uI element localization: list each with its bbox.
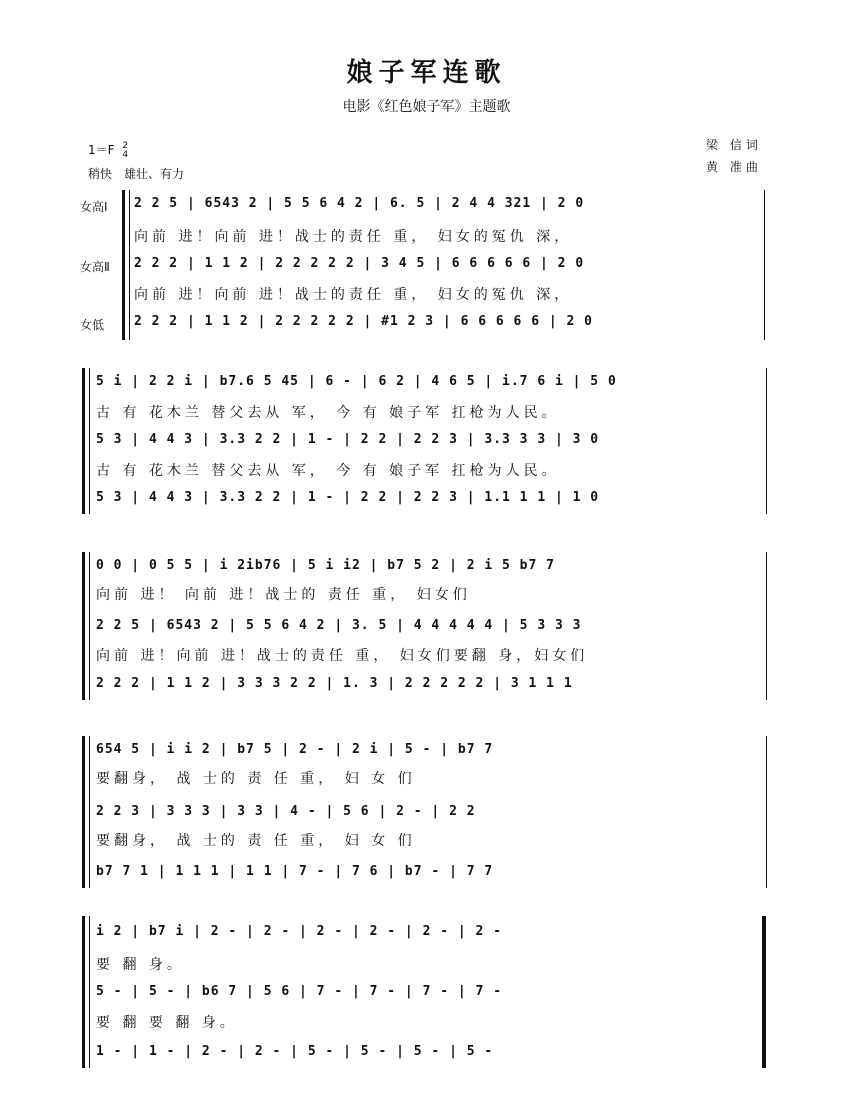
notes-row: 5 3 | 4 4 3 | 3.3 2 2 | 1 - | 2 2 | 2 2 3 | 1.1 1 1 | 1 0	[96, 490, 600, 505]
lyrics-row: 古 有 花木兰 替父去从 军， 今 有 娘子军 扛枪为人民。	[96, 405, 560, 421]
notes-row: 2 2 5 | 6543 2 | 5 5 6 4 2 | 3. 5 | 4 4 4 4 4 | 5 3 3 3	[96, 618, 582, 633]
time-denominator: 4	[122, 149, 129, 160]
lyrics-row: 向前 进！ 向前 进！战士的 责任 重， 妇女们	[96, 587, 471, 603]
lyrics-row: 要翻身， 战 士的 责 任 重， 妇 女 们	[96, 771, 416, 787]
system-brace	[82, 368, 90, 514]
notes-row: 2 2 5 | 6543 2 | 5 5 6 4 2 | 6. 5 | 2 4 4 321 | 2 0	[134, 196, 585, 211]
voice-label-alto: 女低	[80, 318, 105, 332]
notes-row: 1 - | 1 - | 2 - | 2 - | 5 - | 5 - | 5 - | 5 -	[96, 1044, 494, 1059]
lyricist-credit: 梁 信词	[706, 138, 762, 152]
notes-row: 5 - | 5 - | b6 7 | 5 6 | 7 - | 7 - | 7 - | 7 -	[96, 984, 503, 999]
system-brace	[82, 916, 90, 1068]
notes-row: 2 2 2 | 1 1 2 | 3 3 3 2 2 | 1. 3 | 2 2 2 2 2 | 3 1 1 1	[96, 676, 573, 691]
notes-row: 654 5 | i i 2 | b7 5 | 2 - | 2 i | 5 - | b7 7	[96, 742, 494, 757]
barline	[766, 552, 767, 700]
tempo-marking: 稍快 雄壮、有力	[88, 167, 185, 181]
notes-row: 2 2 2 | 1 1 2 | 2 2 2 2 2 | #1 2 3 | 6 6 6 6 6 | 2 0	[134, 314, 593, 329]
lyrics-row: 向前 进！向前 进！战士的责任 重， 妇女的冤仇 深，	[134, 229, 573, 245]
lyrics-row: 要 翻 要 翻 身。	[96, 1015, 238, 1031]
lyrics-row: 向前 进！向前 进！战士的责任 重， 妇女的冤仇 深，	[134, 287, 573, 303]
notes-row: 2 2 2 | 1 1 2 | 2 2 2 2 2 | 3 4 5 | 6 6 6 6 6 | 2 0	[134, 256, 585, 271]
system-brace	[122, 190, 130, 340]
barline	[764, 190, 765, 340]
notes-row: 0 0 | 0 5 5 | i 2ib76 | 5 i i2 | b7 5 2 | 2 i 5 b7 7	[96, 558, 555, 573]
key-label: 1＝F	[88, 143, 115, 157]
time-numerator: 2	[122, 140, 129, 151]
lyrics-row: 要翻身， 战 士的 责 任 重， 妇 女 们	[96, 833, 416, 849]
lyrics-row: 向前 进！向前 进！战士的责任 重， 妇女们要翻 身，妇女们	[96, 648, 589, 664]
voice-label-soprano-1: 女高Ⅰ	[80, 200, 108, 214]
song-title: 娘子军连歌	[346, 58, 507, 88]
system-brace	[82, 736, 90, 888]
notes-row: 2 2 3 | 3 3 3 | 3 3 | 4 - | 5 6 | 2 - | 2 2	[96, 804, 476, 819]
notes-row: b7 7 1 | 1 1 1 | 1 1 | 7 - | 7 6 | b7 - | 7 7	[96, 864, 494, 879]
notes-row: 5 3 | 4 4 3 | 3.3 2 2 | 1 - | 2 2 | 2 2 3 | 3.3 3 3 | 3 0	[96, 432, 600, 447]
system-brace	[82, 552, 90, 700]
lyrics-row: 要 翻 身。	[96, 957, 185, 973]
notes-row: i 2 | b7 i | 2 - | 2 - | 2 - | 2 - | 2 - | 2 -	[96, 924, 503, 939]
final-barline	[762, 916, 766, 1068]
composer-credit: 黄 准曲	[706, 160, 762, 174]
time-signature	[122, 142, 128, 160]
barline	[766, 736, 767, 888]
lyrics-row: 古 有 花木兰 替父去从 军， 今 有 娘子军 扛枪为人民。	[96, 463, 560, 479]
notes-row: 5 i | 2 2 i | b7.6 5 45 | 6 - | 6 2 | 4 6 5 | i.7 6 i | 5 0	[96, 374, 617, 389]
key-signature	[88, 141, 128, 160]
song-subtitle: 电影《红色娘子军》主题歌	[342, 99, 511, 115]
voice-label-soprano-2: 女高Ⅱ	[80, 260, 110, 274]
barline	[766, 368, 767, 514]
